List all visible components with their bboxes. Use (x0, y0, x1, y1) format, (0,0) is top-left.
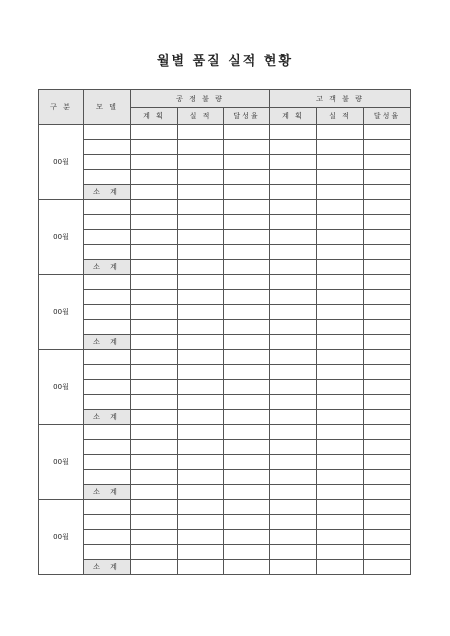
table-row (39, 350, 411, 365)
value-cell (270, 365, 317, 380)
value-cell (224, 320, 270, 335)
value-cell (317, 410, 364, 425)
subtotal-row (39, 335, 411, 350)
value-cell (270, 305, 317, 320)
value-cell (364, 185, 411, 200)
table-row (39, 440, 411, 455)
value-cell (131, 200, 178, 215)
value-cell (270, 155, 317, 170)
value-cell (317, 125, 364, 140)
value-cell (317, 500, 364, 515)
value-cell (317, 470, 364, 485)
value-cell (224, 335, 270, 350)
model-cell (84, 515, 131, 530)
table-row (39, 455, 411, 470)
value-cell (131, 125, 178, 140)
value-cell (224, 410, 270, 425)
value-cell (178, 245, 224, 260)
value-cell (317, 155, 364, 170)
value-cell (317, 170, 364, 185)
value-cell (224, 350, 270, 365)
value-cell (270, 410, 317, 425)
value-cell (364, 455, 411, 470)
value-cell (224, 545, 270, 560)
value-cell (317, 455, 364, 470)
model-cell (84, 470, 131, 485)
value-cell (131, 275, 178, 290)
value-cell (317, 560, 364, 575)
value-cell (131, 245, 178, 260)
value-cell (364, 560, 411, 575)
value-cell (178, 380, 224, 395)
model-cell (84, 395, 131, 410)
month-cell: 00월 (39, 125, 84, 200)
value-cell (178, 290, 224, 305)
model-cell (84, 140, 131, 155)
table-row (39, 125, 411, 140)
value-cell (178, 455, 224, 470)
model-cell (84, 455, 131, 470)
value-cell (131, 455, 178, 470)
value-cell (131, 170, 178, 185)
value-cell (131, 350, 178, 365)
value-cell (178, 125, 224, 140)
value-cell (178, 395, 224, 410)
model-cell (84, 155, 131, 170)
value-cell (178, 320, 224, 335)
value-cell (131, 395, 178, 410)
value-cell (364, 500, 411, 515)
value-cell (178, 545, 224, 560)
value-cell (317, 260, 364, 275)
subtotal-row (39, 185, 411, 200)
table-row (39, 365, 411, 380)
value-cell (178, 200, 224, 215)
value-cell (224, 500, 270, 515)
value-cell (224, 515, 270, 530)
header-process-actual: 실 적 (178, 108, 224, 125)
table-row (39, 380, 411, 395)
value-cell (364, 380, 411, 395)
model-cell (84, 365, 131, 380)
subtotal-label: 소 계 (84, 185, 131, 200)
value-cell (131, 500, 178, 515)
value-cell (364, 275, 411, 290)
value-cell (131, 320, 178, 335)
value-cell (317, 290, 364, 305)
value-cell (317, 395, 364, 410)
value-cell (178, 365, 224, 380)
value-cell (270, 350, 317, 365)
value-cell (178, 230, 224, 245)
value-cell (178, 410, 224, 425)
value-cell (178, 305, 224, 320)
value-cell (364, 245, 411, 260)
value-cell (131, 440, 178, 455)
month-cell: 00월 (39, 350, 84, 425)
value-cell (131, 425, 178, 440)
value-cell (317, 365, 364, 380)
value-cell (224, 185, 270, 200)
value-cell (178, 350, 224, 365)
table-row (39, 545, 411, 560)
value-cell (270, 185, 317, 200)
value-cell (131, 305, 178, 320)
value-cell (224, 470, 270, 485)
table-row (39, 245, 411, 260)
value-cell (270, 440, 317, 455)
value-cell (270, 125, 317, 140)
value-cell (364, 125, 411, 140)
table-row (39, 290, 411, 305)
header-customer-plan: 계 획 (270, 108, 317, 125)
header-customer-defect: 고 객 불 량 (270, 90, 411, 108)
value-cell (270, 290, 317, 305)
value-cell (270, 530, 317, 545)
model-cell (84, 305, 131, 320)
value-cell (317, 425, 364, 440)
value-cell (270, 470, 317, 485)
value-cell (270, 320, 317, 335)
value-cell (270, 425, 317, 440)
value-cell (131, 260, 178, 275)
table-row (39, 275, 411, 290)
value-cell (224, 260, 270, 275)
model-cell (84, 500, 131, 515)
table-row (39, 200, 411, 215)
value-cell (364, 410, 411, 425)
value-cell (317, 200, 364, 215)
value-cell (224, 215, 270, 230)
header-row-top (39, 90, 411, 108)
subtotal-label: 소 계 (84, 410, 131, 425)
value-cell (317, 320, 364, 335)
value-cell (178, 335, 224, 350)
value-cell (224, 155, 270, 170)
value-cell (270, 215, 317, 230)
value-cell (131, 185, 178, 200)
value-cell (364, 395, 411, 410)
model-cell (84, 530, 131, 545)
value-cell (364, 200, 411, 215)
table-row (39, 215, 411, 230)
value-cell (364, 470, 411, 485)
value-cell (224, 440, 270, 455)
value-cell (178, 560, 224, 575)
value-cell (224, 200, 270, 215)
value-cell (224, 290, 270, 305)
value-cell (270, 230, 317, 245)
value-cell (224, 530, 270, 545)
value-cell (178, 215, 224, 230)
value-cell (317, 485, 364, 500)
value-cell (364, 170, 411, 185)
value-cell (178, 260, 224, 275)
table-row (39, 515, 411, 530)
value-cell (131, 485, 178, 500)
value-cell (317, 545, 364, 560)
value-cell (224, 425, 270, 440)
header-process-achievement: 달성율 (224, 108, 270, 125)
subtotal-label: 소 계 (84, 260, 131, 275)
table-row (39, 230, 411, 245)
table-row (39, 320, 411, 335)
table-row (39, 470, 411, 485)
value-cell (224, 455, 270, 470)
value-cell (317, 275, 364, 290)
value-cell (178, 485, 224, 500)
table-row (39, 425, 411, 440)
value-cell (131, 290, 178, 305)
model-cell (84, 440, 131, 455)
value-cell (178, 170, 224, 185)
table-row (39, 305, 411, 320)
value-cell (270, 260, 317, 275)
subtotal-label: 소 계 (84, 335, 131, 350)
table-row (39, 530, 411, 545)
subtotal-label: 소 계 (84, 560, 131, 575)
value-cell (270, 170, 317, 185)
value-cell (270, 275, 317, 290)
value-cell (317, 215, 364, 230)
value-cell (178, 515, 224, 530)
model-cell (84, 200, 131, 215)
model-cell (84, 320, 131, 335)
model-cell (84, 425, 131, 440)
value-cell (224, 395, 270, 410)
model-cell (84, 545, 131, 560)
value-cell (317, 185, 364, 200)
value-cell (364, 155, 411, 170)
month-cell: 00월 (39, 275, 84, 350)
value-cell (364, 215, 411, 230)
value-cell (364, 425, 411, 440)
value-cell (178, 500, 224, 515)
value-cell (131, 545, 178, 560)
subtotal-row (39, 485, 411, 500)
value-cell (317, 305, 364, 320)
value-cell (270, 545, 317, 560)
value-cell (178, 425, 224, 440)
value-cell (364, 260, 411, 275)
month-cell: 00월 (39, 200, 84, 275)
value-cell (364, 305, 411, 320)
header-customer-achievement: 달성율 (364, 108, 411, 125)
header-category: 구 분 (39, 90, 84, 125)
model-cell (84, 275, 131, 290)
table-body (39, 125, 411, 575)
value-cell (270, 500, 317, 515)
value-cell (131, 410, 178, 425)
value-cell (224, 560, 270, 575)
value-cell (224, 485, 270, 500)
value-cell (131, 560, 178, 575)
value-cell (224, 275, 270, 290)
value-cell (131, 365, 178, 380)
value-cell (317, 530, 364, 545)
value-cell (317, 440, 364, 455)
value-cell (178, 155, 224, 170)
value-cell (131, 215, 178, 230)
value-cell (224, 365, 270, 380)
value-cell (317, 245, 364, 260)
value-cell (131, 380, 178, 395)
value-cell (364, 545, 411, 560)
value-cell (178, 440, 224, 455)
value-cell (224, 245, 270, 260)
model-cell (84, 230, 131, 245)
model-cell (84, 245, 131, 260)
value-cell (364, 230, 411, 245)
subtotal-row (39, 560, 411, 575)
value-cell (270, 380, 317, 395)
value-cell (178, 470, 224, 485)
value-cell (364, 335, 411, 350)
model-cell (84, 380, 131, 395)
value-cell (270, 485, 317, 500)
value-cell (364, 350, 411, 365)
subtotal-row (39, 410, 411, 425)
value-cell (364, 530, 411, 545)
value-cell (270, 200, 317, 215)
value-cell (364, 485, 411, 500)
monthly-quality-table (38, 89, 411, 575)
header-model: 모 델 (84, 90, 131, 125)
value-cell (178, 530, 224, 545)
value-cell (224, 230, 270, 245)
value-cell (364, 365, 411, 380)
table-row (39, 155, 411, 170)
value-cell (317, 140, 364, 155)
value-cell (364, 140, 411, 155)
model-cell (84, 350, 131, 365)
value-cell (364, 320, 411, 335)
value-cell (224, 140, 270, 155)
month-cell: 00월 (39, 500, 84, 575)
value-cell (270, 560, 317, 575)
table-row (39, 170, 411, 185)
subtotal-row (39, 260, 411, 275)
value-cell (131, 530, 178, 545)
value-cell (270, 140, 317, 155)
table-row (39, 500, 411, 515)
value-cell (270, 395, 317, 410)
value-cell (317, 350, 364, 365)
model-cell (84, 290, 131, 305)
value-cell (364, 290, 411, 305)
month-cell: 00월 (39, 425, 84, 500)
value-cell (270, 335, 317, 350)
value-cell (364, 515, 411, 530)
value-cell (224, 125, 270, 140)
table-row (39, 395, 411, 410)
value-cell (178, 275, 224, 290)
value-cell (131, 470, 178, 485)
value-cell (131, 155, 178, 170)
value-cell (224, 380, 270, 395)
value-cell (131, 230, 178, 245)
value-cell (178, 185, 224, 200)
model-cell (84, 170, 131, 185)
value-cell (178, 140, 224, 155)
value-cell (224, 170, 270, 185)
page-title: 월별 품질 실적 현황 (156, 54, 294, 69)
model-cell (84, 215, 131, 230)
value-cell (270, 245, 317, 260)
value-cell (270, 515, 317, 530)
value-cell (224, 305, 270, 320)
value-cell (364, 440, 411, 455)
header-customer-actual: 실 적 (317, 108, 364, 125)
value-cell (317, 335, 364, 350)
header-process-plan: 계 획 (131, 108, 178, 125)
value-cell (317, 380, 364, 395)
subtotal-label: 소 계 (84, 485, 131, 500)
header-process-defect: 공 정 불 량 (131, 90, 270, 108)
value-cell (131, 140, 178, 155)
value-cell (270, 455, 317, 470)
table-row (39, 140, 411, 155)
value-cell (131, 335, 178, 350)
value-cell (317, 515, 364, 530)
model-cell (84, 125, 131, 140)
value-cell (317, 230, 364, 245)
value-cell (131, 515, 178, 530)
